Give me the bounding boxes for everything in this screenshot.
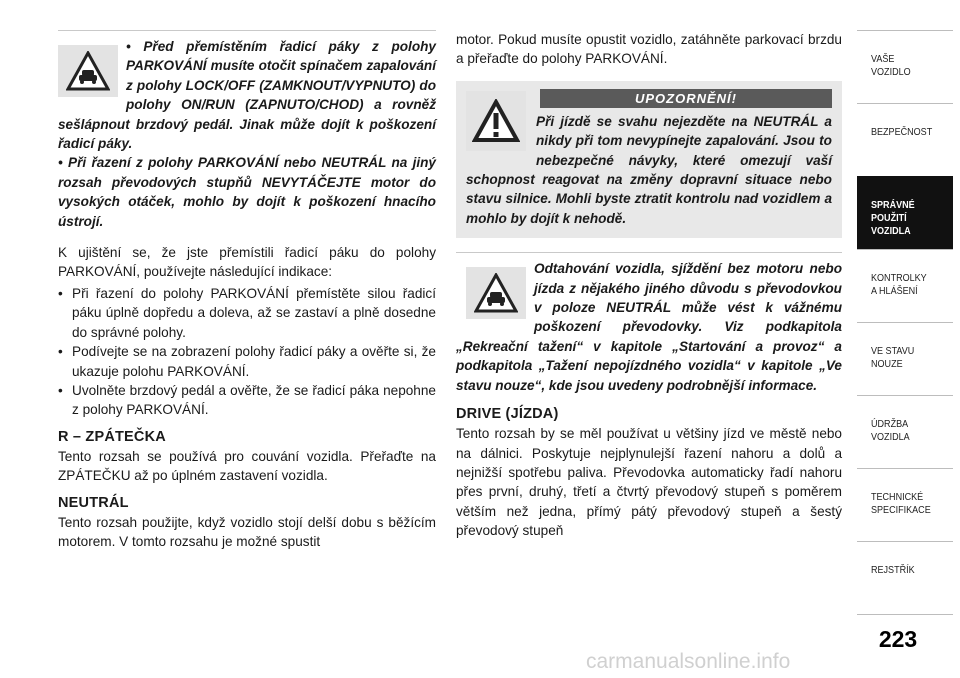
tab-udrzba-vozidla[interactable]: [857, 395, 953, 468]
tab-ve-stavu-nouze[interactable]: [857, 322, 953, 395]
tab-label: VE STAVU NOUZE: [871, 345, 915, 370]
reverse-paragraph: Tento rozsah se používá pro couvání vozidla. Přeřaďte na ZPÁTEČKU až po úplném zastavení vozidla.: [58, 448, 436, 484]
watermark: carmanualsonline.info: [586, 650, 791, 673]
warning-triangle-icon: [466, 91, 526, 151]
warning-text: Při jízdě se svahu nejezděte na NEUTRÁL a nikdy při tom nevypínejte zapalování. Jsou to nebezpečné návyky, které omezují vaší schopnost reagovat na změny dopravní situace nebo stavu silnice. Mohli byste ztratit kontrolu nad vozidlem a mohlo by dojít k nehodě.: [466, 113, 832, 226]
chapter-sidebar: [857, 30, 953, 615]
tab-label: KONTROLKY A HLÁŠENÍ: [871, 272, 927, 297]
tab-spravne-pouziti-vozidla[interactable]: [857, 176, 953, 249]
drive-paragraph: Tento rozsah by se měl používat u většiny jízd ve městě nebo na dálnici. Poskytuje nejplynulejší řazení nahoru a dolů a nejnižší spotřebu paliva. Převodovka automaticky řadí nahoru přes první, druhý, třetí a čtvrtý převodový stupeň s poměrem větším než jedna, přímý pátý převodový stupeň a šestý převodový stupeň: [456, 426, 842, 539]
tab-technicke-specifikace[interactable]: [857, 468, 953, 541]
tab-label: TECHNICKÉ SPECIFIKACE: [871, 491, 931, 516]
neutral-heading: NEUTRÁL: [58, 494, 129, 511]
caution-note-shifting: [58, 30, 436, 231]
left-column: [58, 30, 436, 551]
divider: [58, 30, 436, 31]
tab-kontrolky-a-hlaseni[interactable]: [857, 249, 953, 322]
warning-box: [456, 81, 842, 238]
neutral-continued-paragraph: motor. Pokud musíte opustit vozidlo, zatáhněte parkovací brzdu a přeřaďte do polohy PARKOVÁNÍ.: [456, 32, 842, 67]
tab-rejstrik[interactable]: [857, 541, 953, 615]
tab-bezpecnost[interactable]: [857, 103, 953, 176]
tab-label: BEZPEČNOST: [871, 126, 933, 138]
neutral-paragraph: Tento rozsah použijte, když vozidlo stojí delší dobu s běžícím motorem. V tomto rozsahu je možné spustit: [58, 514, 436, 549]
tab-label: VAŠE VOZIDLO: [871, 53, 911, 78]
drive-heading: DRIVE (JÍZDA): [456, 406, 559, 423]
caution-note-towing: [456, 252, 842, 395]
tab-label: ÚDRŽBA VOZIDLA: [871, 418, 910, 443]
park-intro-paragraph: K ujištění se, že jste přemístili řadicí páku do polohy PARKOVÁNÍ, používejte následující indikace:: [58, 245, 436, 280]
vehicle-damage-icon: [466, 267, 526, 319]
list-item: • Uvolněte brzdový pedál a ověřte, že se řadicí páka nepohne z polohy PARKOVÁNÍ.: [58, 381, 436, 420]
right-column: [456, 30, 842, 541]
note-bullets: [58, 37, 436, 231]
divider: [456, 252, 842, 253]
page-number: 223: [878, 626, 918, 652]
tab-label: SPRÁVNÉ POUŽITÍ VOZIDLA: [871, 199, 915, 237]
list-item: • Podívejte se na zobrazení polohy řadicí páky a ověřte si, že ukazuje polohu PARKOVÁNÍ.: [58, 342, 436, 381]
note-bullet: • Při řazení z polohy PARKOVÁNÍ nebo NEUTRÁL na jiný rozsah převodových stupňů NEVYTÁČEJTE motor do vysokých otáček, mohlo by dojít k poškození hnacího ústrojí.: [58, 155, 436, 229]
tab-vase-vozidlo[interactable]: [857, 30, 953, 103]
towing-note-text: Odtahování vozidla, sjíždění bez motoru nebo jízda z nějakého jiného důvodu s převodovkou v poloze NEUTRÁL může vést k vážnému poškození převodovky. Viz podkapitola „Rekreační tažení“ v kapitole „Startování a provoz“ a podkapitola „Tažení nepojízdného vozidla“ v kapitole „Ve stavu nouze“, kde jsou uvedeny podrobnější informace.: [456, 261, 842, 393]
park-indication-list: [58, 284, 436, 420]
note-bullet: • Před přemístěním řadicí páky z polohy PARKOVÁNÍ musíte otočit spínačem zapalování z polohy LOCK/OFF (ZAMKNOUT/VYPNUTO) do polohy ON/RUN (ZAPNUTO/CHOD) a rovněž sešlápnout brzdový pedál. Jinak může dojít k poškození řadicí páky.: [58, 39, 436, 152]
warning-title: UPOZORNĚNÍ!: [540, 89, 832, 108]
list-item: • Při řazení do polohy PARKOVÁNÍ přemístěte silou řadicí páku úplně dopředu a doleva, až se zastaví a plně dosedne do správné polohy.: [58, 284, 436, 342]
tab-label: REJSTŘÍK: [871, 564, 915, 576]
reverse-heading: R – ZPÁTEČKA: [58, 428, 166, 445]
